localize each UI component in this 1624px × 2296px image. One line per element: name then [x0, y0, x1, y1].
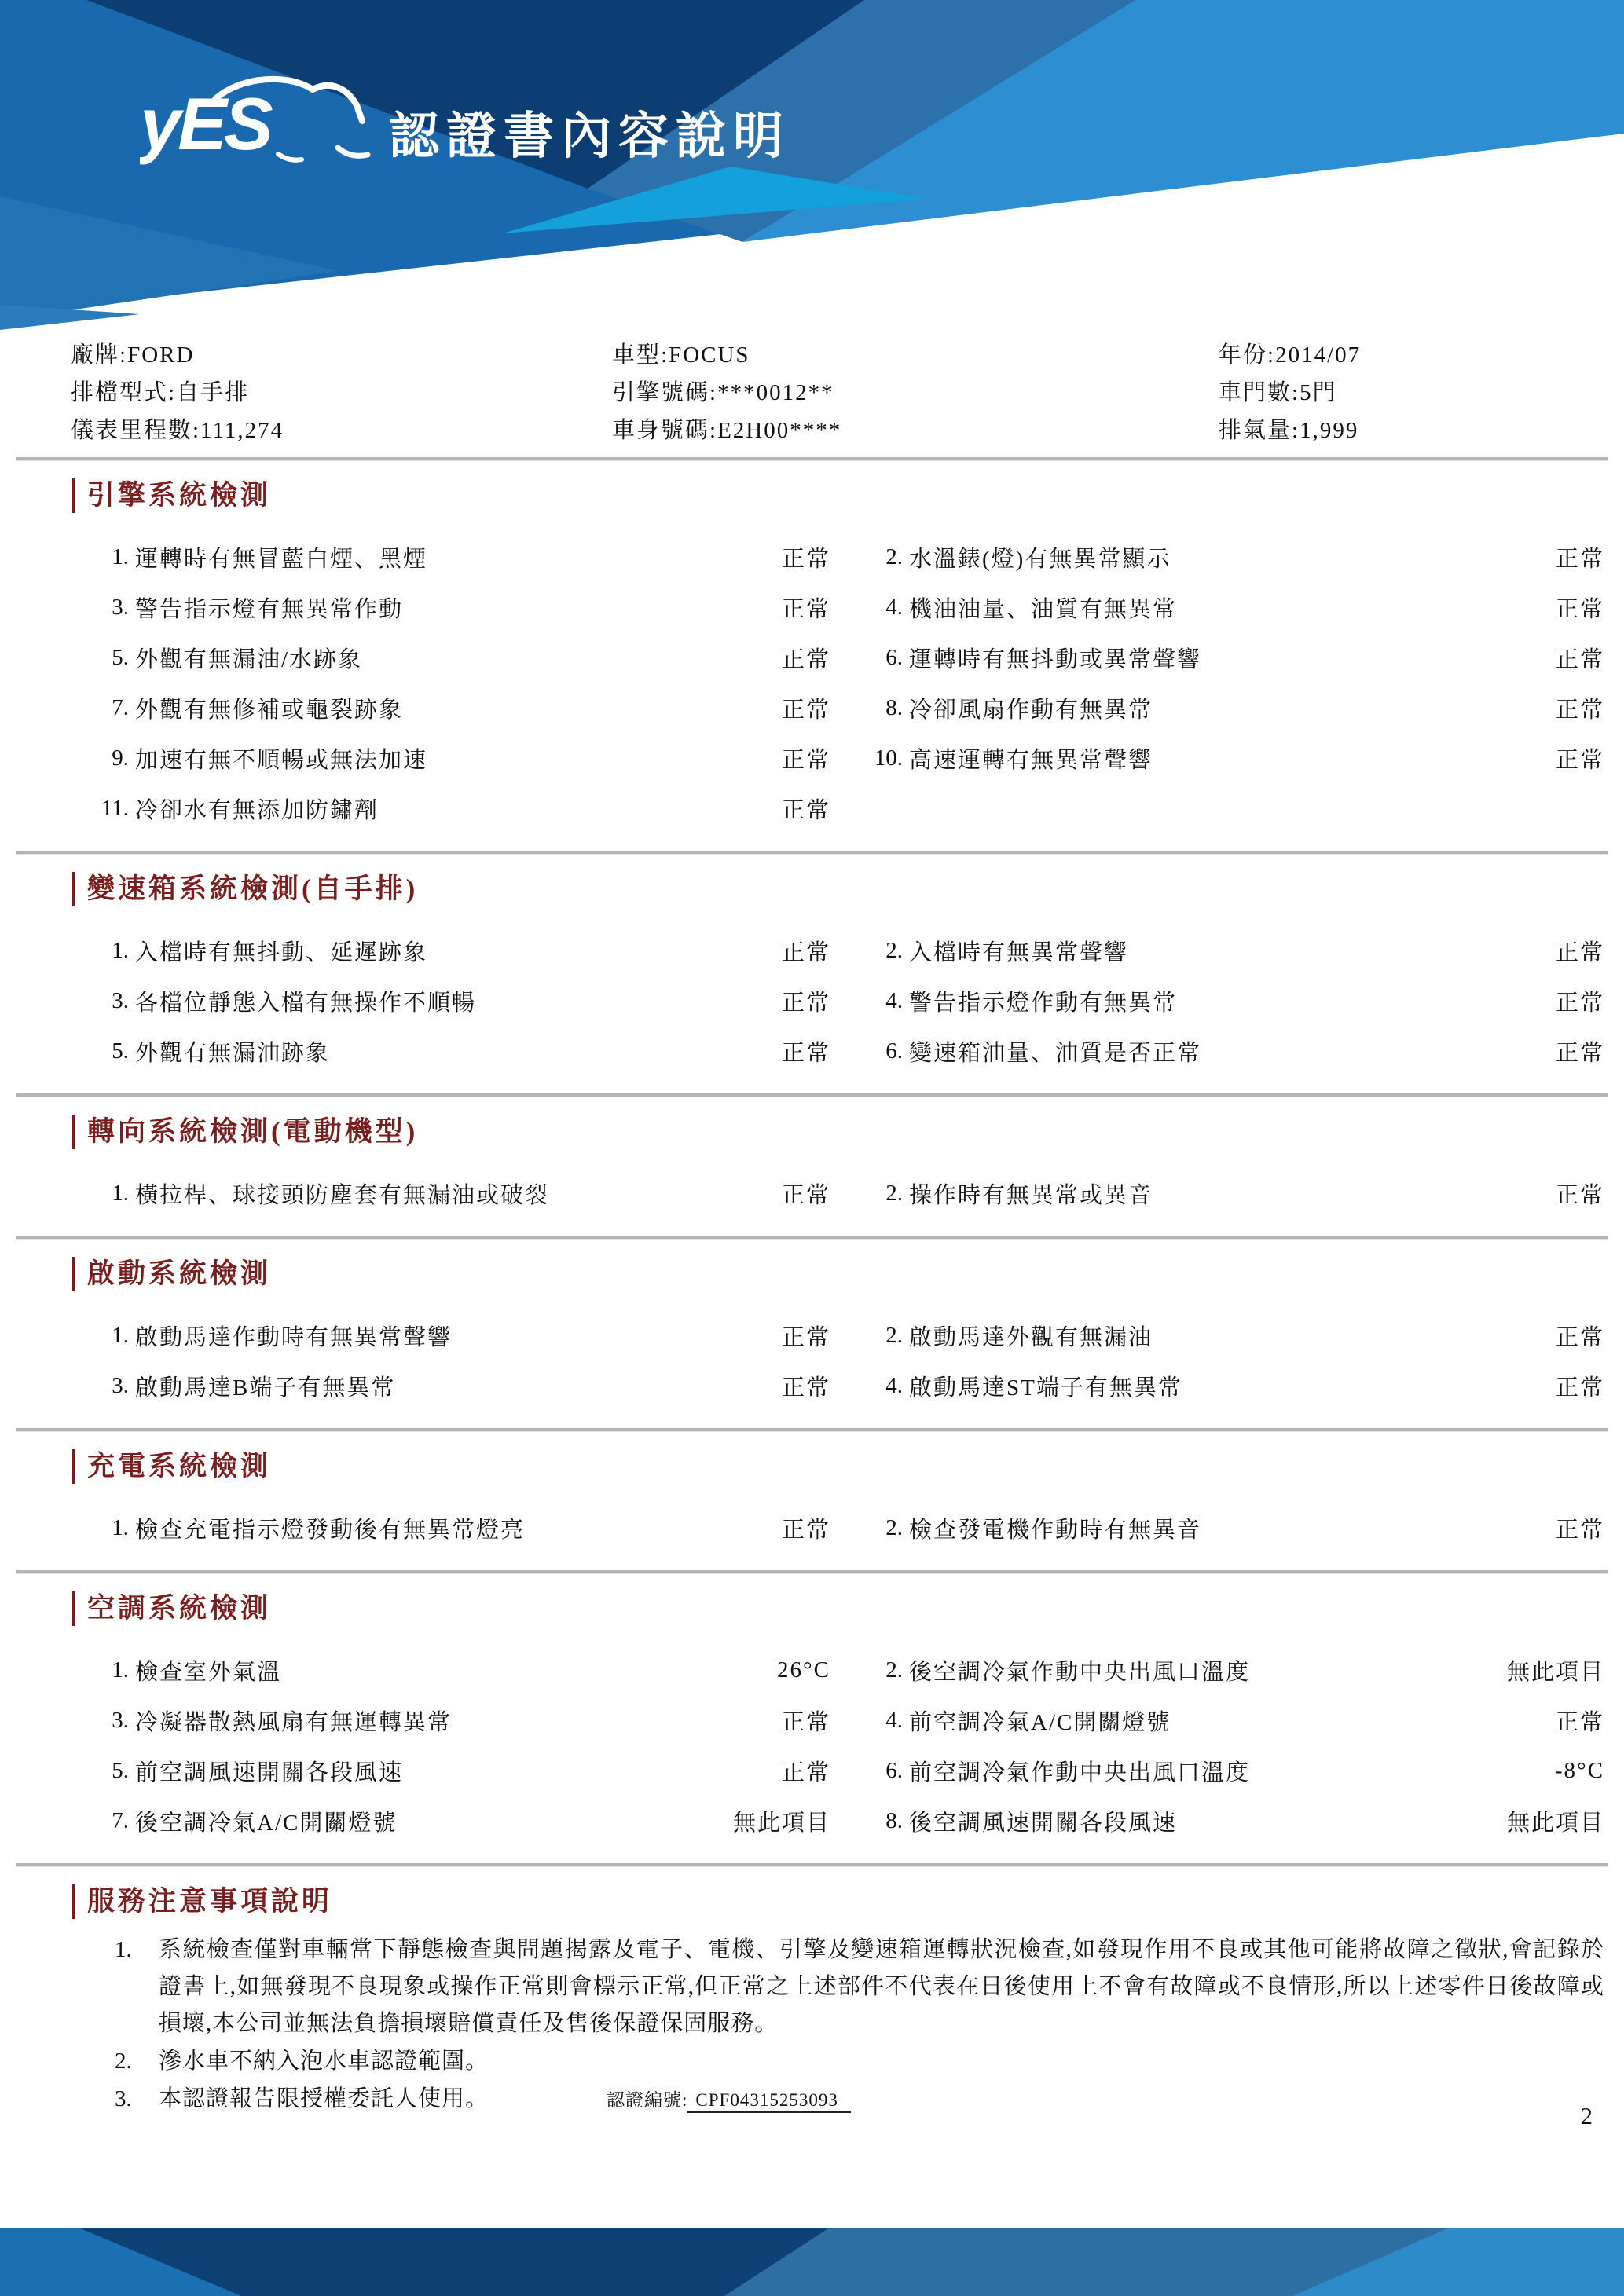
item-result: 正常: [781, 697, 830, 723]
info-label: 車型:: [612, 342, 669, 368]
item-result: 正常: [781, 1040, 830, 1066]
item-result: 正常: [781, 546, 830, 572]
report-content: [0, 330, 1624, 2118]
item-number: 8.: [885, 1807, 903, 1833]
item-text: 警告指示燈有無異常作動: [135, 596, 404, 622]
header-banner: [0, 0, 1624, 330]
item-number: 1.: [112, 1180, 129, 1206]
item-text: 加速有無不順暢或無法加速: [135, 747, 428, 773]
info-value: 自手排: [176, 380, 250, 405]
item-text: 啟動馬達外觀有無漏油: [909, 1324, 1153, 1350]
item-number: 7.: [112, 694, 129, 720]
item-text: 檢查發電機作動時有無異音: [909, 1517, 1202, 1543]
item-text: 前空調冷氣作動中央出風口溫度: [909, 1760, 1251, 1785]
cert-label: 認證編號:: [607, 2090, 688, 2110]
item-text: 入檔時有無抖動、延遲跡象: [135, 939, 428, 965]
note-text: 系統檢查僅對車輛當下靜態檢查與問題揭露及電子、電機、引擎及變速箱運轉狀況檢查,如發現作用不良或其他可能將故障之徵狀,會記錄於證書上,如無發現不良現象或操作正常則會標示正常,但正常之上述部件不代表在日後使用上不會有故障或不良情形,所以上述零件日後故障或損壞,本公司並無法負擔損壞賠償責任及售後保證保固服務。: [159, 1937, 1604, 2036]
vehicle-info: [0, 330, 1624, 449]
inspection-item: [80, 1503, 830, 1553]
item-number: 4.: [885, 987, 903, 1013]
item-result: 正常: [1555, 1324, 1604, 1350]
item-text: 水溫錶(燈)有無異常顯示: [909, 546, 1171, 572]
inspection-item: [80, 733, 830, 783]
section-title: 服務注意事項說明: [72, 1884, 332, 1919]
info-label: 引擎號碼:: [612, 380, 718, 405]
item-result: 正常: [781, 990, 830, 1016]
item-result: 正常: [1555, 990, 1604, 1016]
item-text: 啟動馬達B端子有無異常: [135, 1375, 396, 1401]
item-text: 啟動馬達ST端子有無異常: [909, 1375, 1182, 1401]
item-result: 正常: [1555, 939, 1604, 965]
info-item: [71, 412, 612, 449]
item-text: 操作時有無異常或異音: [909, 1182, 1153, 1208]
info-item: [612, 374, 1219, 412]
inspection-item: [854, 1796, 1604, 1846]
logo-text: yES: [140, 82, 270, 165]
item-text: 啟動馬達作動時有無異常聲響: [135, 1324, 453, 1350]
inspection-item: [80, 1310, 830, 1360]
item-number: 3.: [112, 1372, 129, 1398]
page-title: 認證書內容說明: [389, 108, 790, 164]
section-title: 充電系統檢測: [72, 1449, 271, 1484]
item-number: 8.: [885, 694, 903, 720]
info-label: 廠牌:: [71, 342, 128, 368]
item-text: 檢查室外氣溫: [135, 1659, 282, 1685]
item-text: 各檔位靜態入檔有無操作不順暢: [135, 990, 477, 1016]
item-result: 無此項目: [1506, 1810, 1604, 1836]
item-result: 正常: [1555, 747, 1604, 773]
info-label: 車身號碼:: [612, 418, 718, 443]
item-text: 後空調冷氣作動中央出風口溫度: [909, 1659, 1251, 1685]
info-item: [71, 336, 612, 374]
info-label: 排檔型式:: [71, 380, 177, 405]
note-number: 1.: [115, 1937, 132, 1962]
item-number: 10.: [874, 745, 903, 771]
item-number: 2.: [885, 1514, 903, 1540]
item-result: 26°C: [777, 1657, 830, 1683]
info-item: [1219, 336, 1604, 374]
info-value: 1,999: [1300, 418, 1359, 443]
info-item: [1219, 412, 1604, 449]
note-item: [115, 2081, 1604, 2118]
item-number: 2.: [885, 1180, 903, 1206]
item-text: 後空調風速開關各段風速: [909, 1810, 1178, 1836]
item-result: 正常: [1555, 1375, 1604, 1401]
section-charging: [0, 1432, 1624, 1574]
note-text: 滲水車不納入泡水車認證範圍。: [159, 2049, 489, 2074]
inspection-item: [854, 1168, 1604, 1218]
inspection-item: [80, 683, 830, 733]
inspection-item: [854, 1645, 1604, 1695]
item-result: 正常: [781, 1375, 830, 1401]
yes-logo: [140, 72, 376, 167]
section-title: 空調系統檢測: [72, 1591, 271, 1626]
inspection-item: [854, 733, 1604, 783]
info-label: 車門數:: [1219, 380, 1300, 405]
inspection-item: [80, 1645, 830, 1695]
item-text: 冷凝器散熱風扇有無運轉異常: [135, 1709, 453, 1735]
item-text: 前空調風速開關各段風速: [135, 1760, 404, 1785]
item-text: 變速箱油量、油質是否正常: [909, 1040, 1202, 1066]
section-engine: [0, 461, 1624, 855]
item-result: 正常: [781, 1517, 830, 1543]
note-item: [115, 2043, 1604, 2080]
info-value: FOCUS: [669, 342, 750, 368]
item-result: 正常: [781, 747, 830, 773]
section-title: 變速箱系統檢測(自手排): [72, 872, 418, 906]
item-result: 正常: [781, 646, 830, 672]
footer-graphic: [0, 2228, 1624, 2296]
service-notes: [0, 1867, 1624, 2118]
inspection-item: [80, 1796, 830, 1846]
inspection-item: [854, 582, 1604, 632]
inspection-item: [854, 976, 1604, 1026]
section-starting: [0, 1240, 1624, 1432]
item-number: 1.: [112, 544, 129, 569]
item-result: 正常: [1555, 546, 1604, 572]
item-number: 1.: [112, 937, 129, 963]
section-transmission: [0, 855, 1624, 1097]
info-item: [71, 374, 612, 412]
inspection-item: [854, 1310, 1604, 1360]
item-number: 6.: [885, 644, 903, 670]
item-result: 正常: [781, 939, 830, 965]
item-result: 正常: [1555, 1040, 1604, 1066]
item-number: 4.: [885, 594, 903, 620]
info-label: 排氣量:: [1219, 418, 1300, 443]
info-item: [1219, 374, 1604, 412]
info-value: FORD: [127, 342, 195, 368]
item-result: 正常: [781, 1182, 830, 1208]
info-value: E2H00****: [717, 418, 842, 443]
inspection-item: [854, 925, 1604, 976]
note-text: 本認證報告限授權委託人使用。: [159, 2086, 489, 2111]
section-aircon: [0, 1574, 1624, 1867]
inspection-item: [854, 1695, 1604, 1745]
item-text: 高速運轉有無異常聲響: [909, 747, 1153, 773]
item-text: 外觀有無修補或龜裂跡象: [135, 697, 404, 723]
item-number: 3.: [112, 594, 129, 620]
inspection-item: [80, 976, 830, 1026]
item-number: 7.: [112, 1807, 129, 1833]
item-number: 2.: [885, 1657, 903, 1683]
inspection-item: [854, 1026, 1604, 1076]
item-result: 正常: [781, 1760, 830, 1785]
inspection-item: [80, 532, 830, 582]
item-text: 冷卻水有無添加防鏽劑: [135, 797, 379, 823]
inspection-item: [80, 1745, 830, 1796]
item-result: 無此項目: [732, 1810, 830, 1836]
info-label: 年份:: [1219, 342, 1276, 368]
item-text: 冷卻風扇作動有無異常: [909, 697, 1153, 723]
inspection-item: [854, 532, 1604, 582]
item-text: 警告指示燈作動有無異常: [909, 990, 1178, 1016]
item-text: 後空調冷氣A/C開關燈號: [135, 1810, 398, 1836]
item-number: 5.: [112, 644, 129, 670]
cert-number: CPF04315253093: [687, 2090, 850, 2113]
inspection-item: [854, 632, 1604, 683]
item-text: 外觀有無漏油跡象: [135, 1040, 331, 1066]
item-number: 5.: [112, 1757, 129, 1783]
item-result: 正常: [1555, 1182, 1604, 1208]
item-number: 9.: [112, 745, 129, 771]
info-value: 2014/07: [1275, 342, 1362, 368]
inspection-item: [80, 582, 830, 632]
certificate-number-row: [607, 2085, 851, 2111]
info-label: 儀表里程數:: [71, 418, 201, 443]
item-text: 運轉時有無抖動或異常聲響: [909, 646, 1202, 672]
item-text: 橫拉桿、球接頭防塵套有無漏油或破裂: [135, 1182, 550, 1208]
section-title: 啟動系統檢測: [72, 1257, 271, 1291]
item-result: 正常: [781, 596, 830, 622]
item-result: 正常: [1555, 697, 1604, 723]
info-value: 5門: [1300, 380, 1337, 405]
inspection-item: [854, 1503, 1604, 1553]
item-number: 2.: [885, 937, 903, 963]
item-number: 1.: [112, 1322, 129, 1348]
item-text: 檢查充電指示燈發動後有無異常燈亮: [135, 1517, 526, 1543]
item-text: 運轉時有無冒藍白煙、黑煙: [135, 546, 428, 572]
note-item: [115, 1932, 1604, 2042]
item-result: 正常: [1555, 1709, 1604, 1735]
item-number: 1.: [112, 1514, 129, 1540]
item-number: 5.: [112, 1038, 129, 1064]
item-number: 1.: [112, 1657, 129, 1683]
item-result: 正常: [781, 797, 830, 823]
item-number: 4.: [885, 1372, 903, 1398]
inspection-item: [80, 1168, 830, 1218]
inspection-item: [80, 783, 830, 833]
section-title: 引擎系統檢測: [72, 478, 271, 513]
page-number: 2: [1580, 2102, 1593, 2129]
item-result: 正常: [781, 1324, 830, 1350]
inspection-item: [80, 1026, 830, 1076]
item-result: 無此項目: [1506, 1659, 1604, 1685]
item-number: 11.: [101, 795, 129, 821]
item-text: 機油油量、油質有無異常: [909, 596, 1178, 622]
item-number: 2.: [885, 1322, 903, 1348]
inspection-item: [80, 925, 830, 976]
item-text: 入檔時有無異常聲響: [909, 939, 1129, 965]
inspection-item: [854, 1360, 1604, 1411]
item-text: 前空調冷氣A/C開關燈號: [909, 1709, 1171, 1735]
item-result: -8°C: [1554, 1757, 1604, 1783]
info-item: [612, 336, 1219, 374]
item-number: 2.: [885, 544, 903, 569]
item-number: 3.: [112, 987, 129, 1013]
inspection-item: [80, 1360, 830, 1411]
inspection-item: [80, 1695, 830, 1745]
note-number: 2.: [115, 2049, 132, 2074]
item-number: 3.: [112, 1707, 129, 1733]
info-value: 111,274: [200, 418, 284, 443]
inspection-item: [854, 683, 1604, 733]
inspection-item: [80, 632, 830, 683]
info-value: ***0012**: [717, 380, 834, 405]
item-number: 4.: [885, 1707, 903, 1733]
item-result: 正常: [1555, 596, 1604, 622]
item-text: 外觀有無漏油/水跡象: [135, 646, 363, 672]
info-item: [612, 412, 1219, 449]
item-result: 正常: [1555, 646, 1604, 672]
section-steering: [0, 1097, 1624, 1240]
item-result: 正常: [781, 1709, 830, 1735]
inspection-item: [854, 1745, 1604, 1796]
section-title: 轉向系統檢測(電動機型): [72, 1115, 418, 1149]
item-number: 6.: [885, 1038, 903, 1064]
note-number: 3.: [115, 2086, 132, 2111]
item-number: 6.: [885, 1757, 903, 1783]
item-result: 正常: [1555, 1517, 1604, 1543]
